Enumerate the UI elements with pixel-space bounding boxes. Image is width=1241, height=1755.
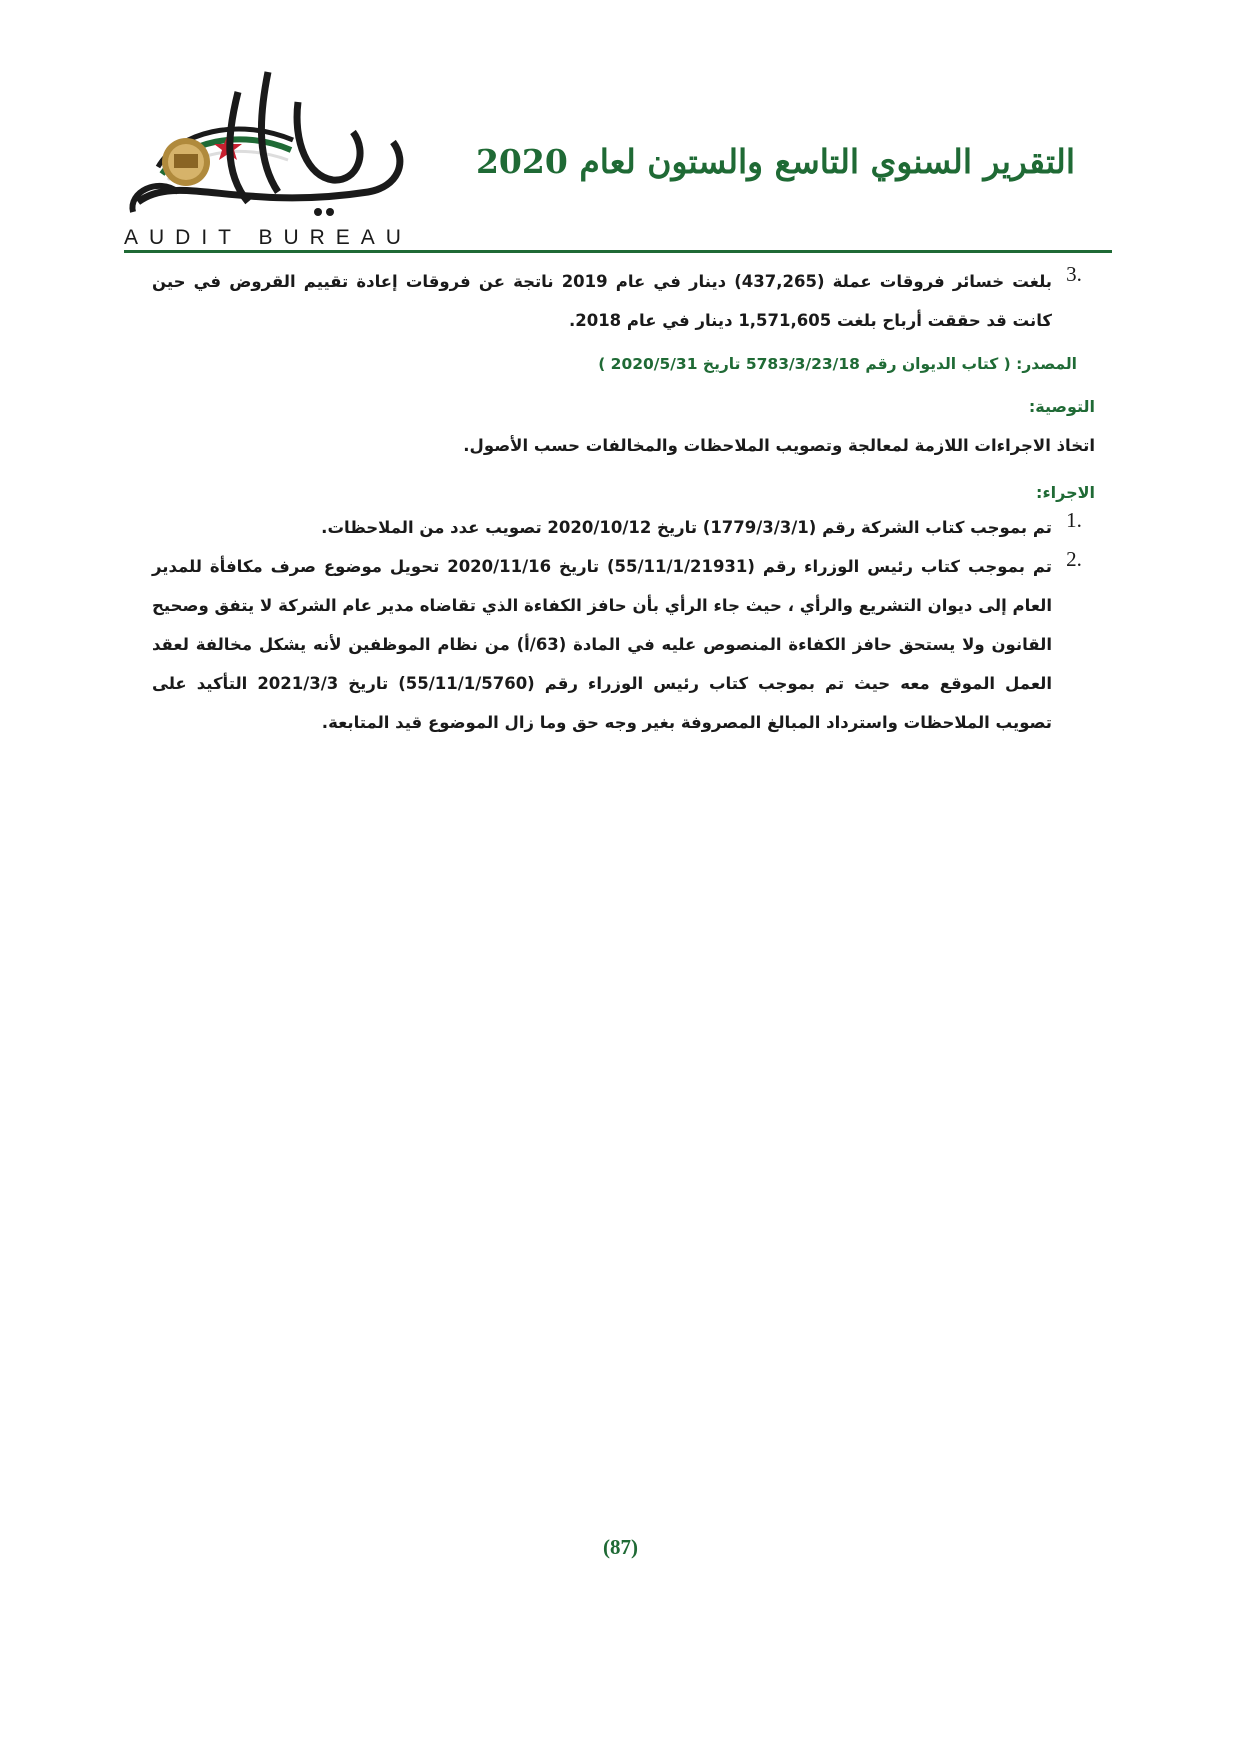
audit-bureau-logo xyxy=(118,62,418,252)
action-list xyxy=(152,508,1096,742)
header-divider xyxy=(124,250,1112,253)
finding-3 xyxy=(152,262,1096,340)
audit-bureau-emblem xyxy=(118,62,418,252)
item-text: تم بموجب كتاب الشركة رقم (1779/3/3/1) تاريخ 2020/10/12 تصويب عدد من الملاحظات. xyxy=(321,518,1052,537)
report-title: التقرير السنوي التاسع والستون لعام 2020 xyxy=(475,142,1075,181)
finding-text: بلغت خسائر فروقات عملة (437,265) دينار في عام 2019 ناتجة عن فروقات إعادة تقييم القروض في حين كانت قد حققت أرباح بلغت 1,571,605 دينار في عام 2018. xyxy=(152,272,1052,330)
item-number: 2. xyxy=(1066,547,1082,571)
logo-english-name: AUDIT BUREAU xyxy=(124,226,412,249)
item-number: 1. xyxy=(1066,508,1082,532)
list-item xyxy=(152,508,1096,547)
list-item xyxy=(152,547,1096,742)
recommendation-text: اتخاذ الاجراءات اللازمة لمعالجة وتصويب الملاحظات والمخالفات حسب الأصول. xyxy=(463,436,1095,455)
recommendation-heading: التوصية: xyxy=(1028,397,1095,416)
finding-number: 3. xyxy=(1066,262,1082,286)
action-heading: الاجراء: xyxy=(1036,483,1095,502)
source-reference: المصدر: ( كتاب الديوان رقم 5783/3/23/18 تاريخ 2020/5/31 ) xyxy=(598,355,1077,373)
page-number: (87) xyxy=(603,1535,638,1559)
item-text: تم بموجب كتاب رئيس الوزراء رقم (55/11/1/21931) تاريخ 2020/11/16 تحويل موضوع صرف مكافأة للمدير العام إلى ديوان التشريع والرأي ، حيث جاء الرأي بأن حافز الكفاءة الذي تقاضاه مدير عام الشركة لا يتفق وصحيح القانون ولا يستحق حافز الكفاءة المنصوص عليه في المادة (63/أ) من نظام الموظفين لأنه يشكل مخالفة لعقد العمل الموقع معه حيث تم بموجب كتاب رئيس الوزراء رقم (55/11/1/5760) تاريخ 2021/3/3 التأكيد على تصويب الملاحظات واسترداد المبالغ المصروفة بغير وجه حق وما زال الموضوع قيد المتابعة. xyxy=(152,557,1052,732)
